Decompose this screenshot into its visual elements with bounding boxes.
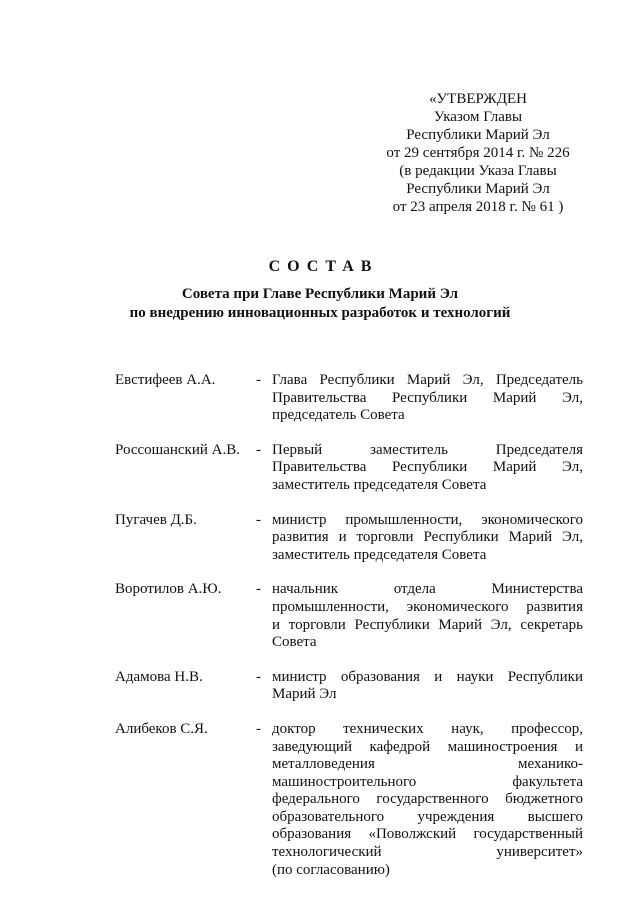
- member-name: Евстифеев А.А.: [115, 372, 216, 388]
- document-subtitle: [0, 285, 640, 323]
- approval-line: от 23 апреля 2018 г. № 61 ): [392, 199, 564, 215]
- member-name: Адамова Н.В.: [115, 668, 203, 685]
- member-row: [115, 512, 583, 565]
- member-role-line: заведующий кафедрой машиностроения и: [272, 738, 583, 755]
- member-role: [272, 442, 583, 495]
- member-role-line: образования «Поволжский государственный: [272, 826, 583, 843]
- approval-line: от 29 сентября 2014 г. № 226: [386, 145, 570, 161]
- member-role-line: Марий Эл: [272, 686, 337, 703]
- member-dash: -: [256, 511, 261, 528]
- member-role-line: машиностроительного факультета: [272, 773, 583, 790]
- member-role: [272, 721, 583, 879]
- members-list: [115, 372, 583, 896]
- member-role-line: доктор технических наук, профессор,: [272, 720, 583, 737]
- member-role-line: Правительства Республики Марий Эл,: [272, 459, 583, 476]
- member-name: Воротилов А.Ю.: [115, 581, 222, 598]
- member-name: Россошанский А.В.: [115, 441, 240, 458]
- member-row: [115, 721, 583, 879]
- member-dash: -: [256, 668, 261, 685]
- member-role-line: металловедения механико-: [272, 756, 583, 773]
- approval-line: «УТВЕРЖДЕН: [429, 91, 527, 107]
- member-role: [272, 669, 583, 704]
- member-row: [115, 669, 583, 704]
- approval-line: (в редакции Указа Главы: [399, 163, 557, 179]
- approval-stamp: [372, 90, 584, 216]
- member-name: Пугачев Д.Б.: [115, 511, 197, 528]
- document-title: СОСТАВ: [268, 258, 379, 275]
- member-row: [115, 372, 583, 425]
- member-role-line: Правительства Республики Марий Эл,: [272, 389, 583, 406]
- member-role: [272, 372, 583, 425]
- member-role-line: образовательного учреждения высшего: [272, 808, 583, 825]
- approval-line: Республики Марий Эл: [406, 181, 550, 197]
- subtitle-line: Совета при Главе Республики Марий Эл: [181, 286, 459, 302]
- member-role-line: Глава Республики Марий Эл, Председатель: [272, 372, 583, 388]
- member-role: [272, 512, 583, 565]
- member-dash: -: [256, 581, 261, 598]
- member-role-line: развития и торговли Республики Марий Эл,: [272, 529, 583, 546]
- member-dash: -: [256, 720, 261, 737]
- approval-line: Республики Марий Эл: [406, 127, 550, 143]
- member-row: [115, 581, 583, 651]
- member-role-line: Совета: [272, 634, 317, 651]
- member-role-line: федерального государственного бюджетного: [272, 791, 583, 808]
- member-role-line: министр образования и науки Республики: [272, 668, 583, 685]
- member-role: [272, 581, 583, 651]
- member-dash: -: [256, 372, 261, 388]
- member-row: [115, 442, 583, 495]
- member-role-line: (по согласованию): [272, 861, 390, 878]
- member-role-line: министр промышленности, экономического: [272, 511, 583, 528]
- member-role-line: промышленности, экономического развития: [272, 598, 583, 615]
- member-name: Алибеков С.Я.: [115, 720, 208, 737]
- member-role-line: и торговли Республики Марий Эл, секретарь: [272, 616, 583, 633]
- approval-line: Указом Главы: [433, 109, 523, 125]
- member-role-line: заместитель председателя Совета: [272, 546, 487, 563]
- member-role-line: председатель Совета: [272, 407, 405, 424]
- member-role-line: начальник отдела Министерства: [272, 581, 583, 598]
- subtitle-line: по внедрению инновационных разработок и технологий: [129, 305, 511, 321]
- member-role-line: Первый заместитель Председателя: [272, 441, 583, 458]
- member-role-line: заместитель председателя Совета: [272, 476, 487, 493]
- member-role-line: технологический университет»: [272, 844, 583, 861]
- member-dash: -: [256, 441, 261, 458]
